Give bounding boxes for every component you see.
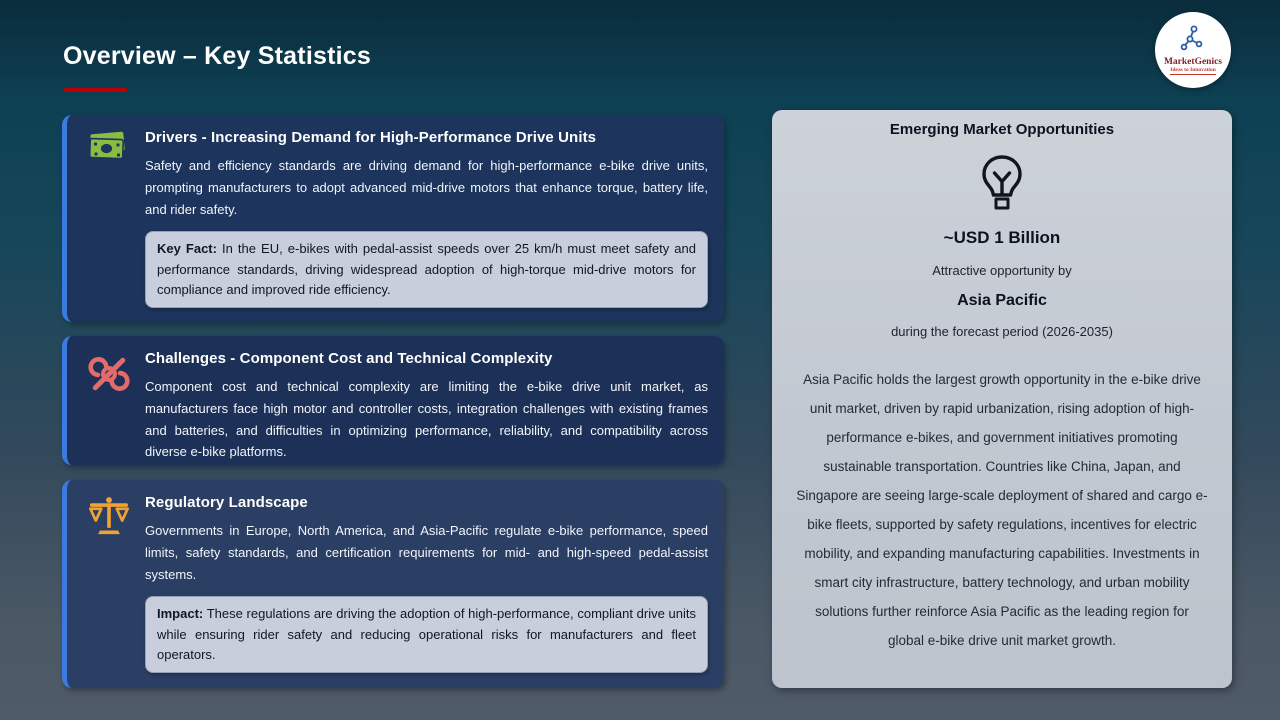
drivers-card [62, 115, 724, 322]
page-title: Overview – Key Statistics [63, 42, 371, 70]
opportunity-period: during the forecast period (2026-2035) [891, 324, 1113, 339]
opportunity-subtitle: Attractive opportunity by [932, 263, 1072, 278]
impact-text: These regulations are driving the adoption of high-performance, compliant drive units while ensuring rider safety and reducing operational risks for manufacturers and fleet operators. [157, 606, 696, 662]
title-accent-bar [64, 88, 127, 92]
challenges-card-title: Challenges - Component Cost and Technical Complexity [145, 350, 553, 367]
regulatory-card-body: Governments in Europe, North America, and Asia-Pacific regulate e-bike performance, speed limits, safety standards, and certification requirements for mid- and high-speed pedal-assist systems. [145, 523, 708, 582]
logo-tagline-text: Ideas to Innovation [1170, 67, 1216, 73]
key-fact-box [145, 231, 708, 307]
lightbulb-icon [796, 154, 1208, 212]
molecule-icon [1180, 25, 1206, 56]
impact-box [145, 596, 708, 672]
logo-brand-text: MarketGenics [1163, 57, 1223, 67]
challenges-card [62, 336, 724, 465]
opportunity-panel [772, 110, 1232, 688]
key-fact-label: Key Fact: [157, 241, 217, 257]
opportunity-heading: Emerging Market Opportunities [889, 121, 1115, 138]
broken-link-icon [87, 350, 145, 453]
opportunity-description: Asia Pacific holds the largest growth opportunity in the e-bike drive unit market, driven by rapid urbanization, rising adoption of high-performance e-bikes, and government initiatives promoting sustainable transportation. Countries like China, Japan, and Singapore are seeing large-scale deployment of shared and cargo e-bike fleets, supported by safety regulations, incentives for electric mobility, and expanding manufacturing capabilities. Investments in smart city infrastructure, battery technology, and urban mobility solutions further reinforce Asia Pacific as the leading region for global e-bike drive unit market growth. [796, 372, 1208, 648]
regulatory-card-title: Regulatory Landscape [145, 494, 308, 511]
opportunity-region: Asia Pacific [957, 292, 1047, 309]
regulatory-card [62, 480, 724, 688]
marketgenics-logo [1155, 12, 1231, 88]
money-icon [87, 129, 145, 310]
impact-label: Impact: [157, 606, 204, 622]
drivers-card-title: Drivers - Increasing Demand for High-Performance Drive Units [145, 129, 597, 146]
key-fact-text: In the EU, e-bikes with pedal-assist speeds over 25 km/h must meet safety and performance standards, driving widespread adoption of high-torque mid-drive motors for compliance and improved ride efficiency. [157, 241, 696, 297]
challenges-card-body: Component cost and technical complexity are limiting the e-bike drive unit market, as manufacturers face high motor and controller costs, integration challenges with existing frames and batteries, and difficulties in optimizing performance, reliability, and compatibility across diverse e-bike platforms. [145, 379, 708, 460]
opportunity-value: ~USD 1 Billion [943, 228, 1061, 247]
scales-icon [87, 494, 145, 676]
drivers-card-body: Safety and efficiency standards are driving demand for high-performance e-bike drive units, prompting manufacturers to adopt advanced mid-drive motors that enhance torque, battery life, and rider safety. [145, 158, 708, 217]
